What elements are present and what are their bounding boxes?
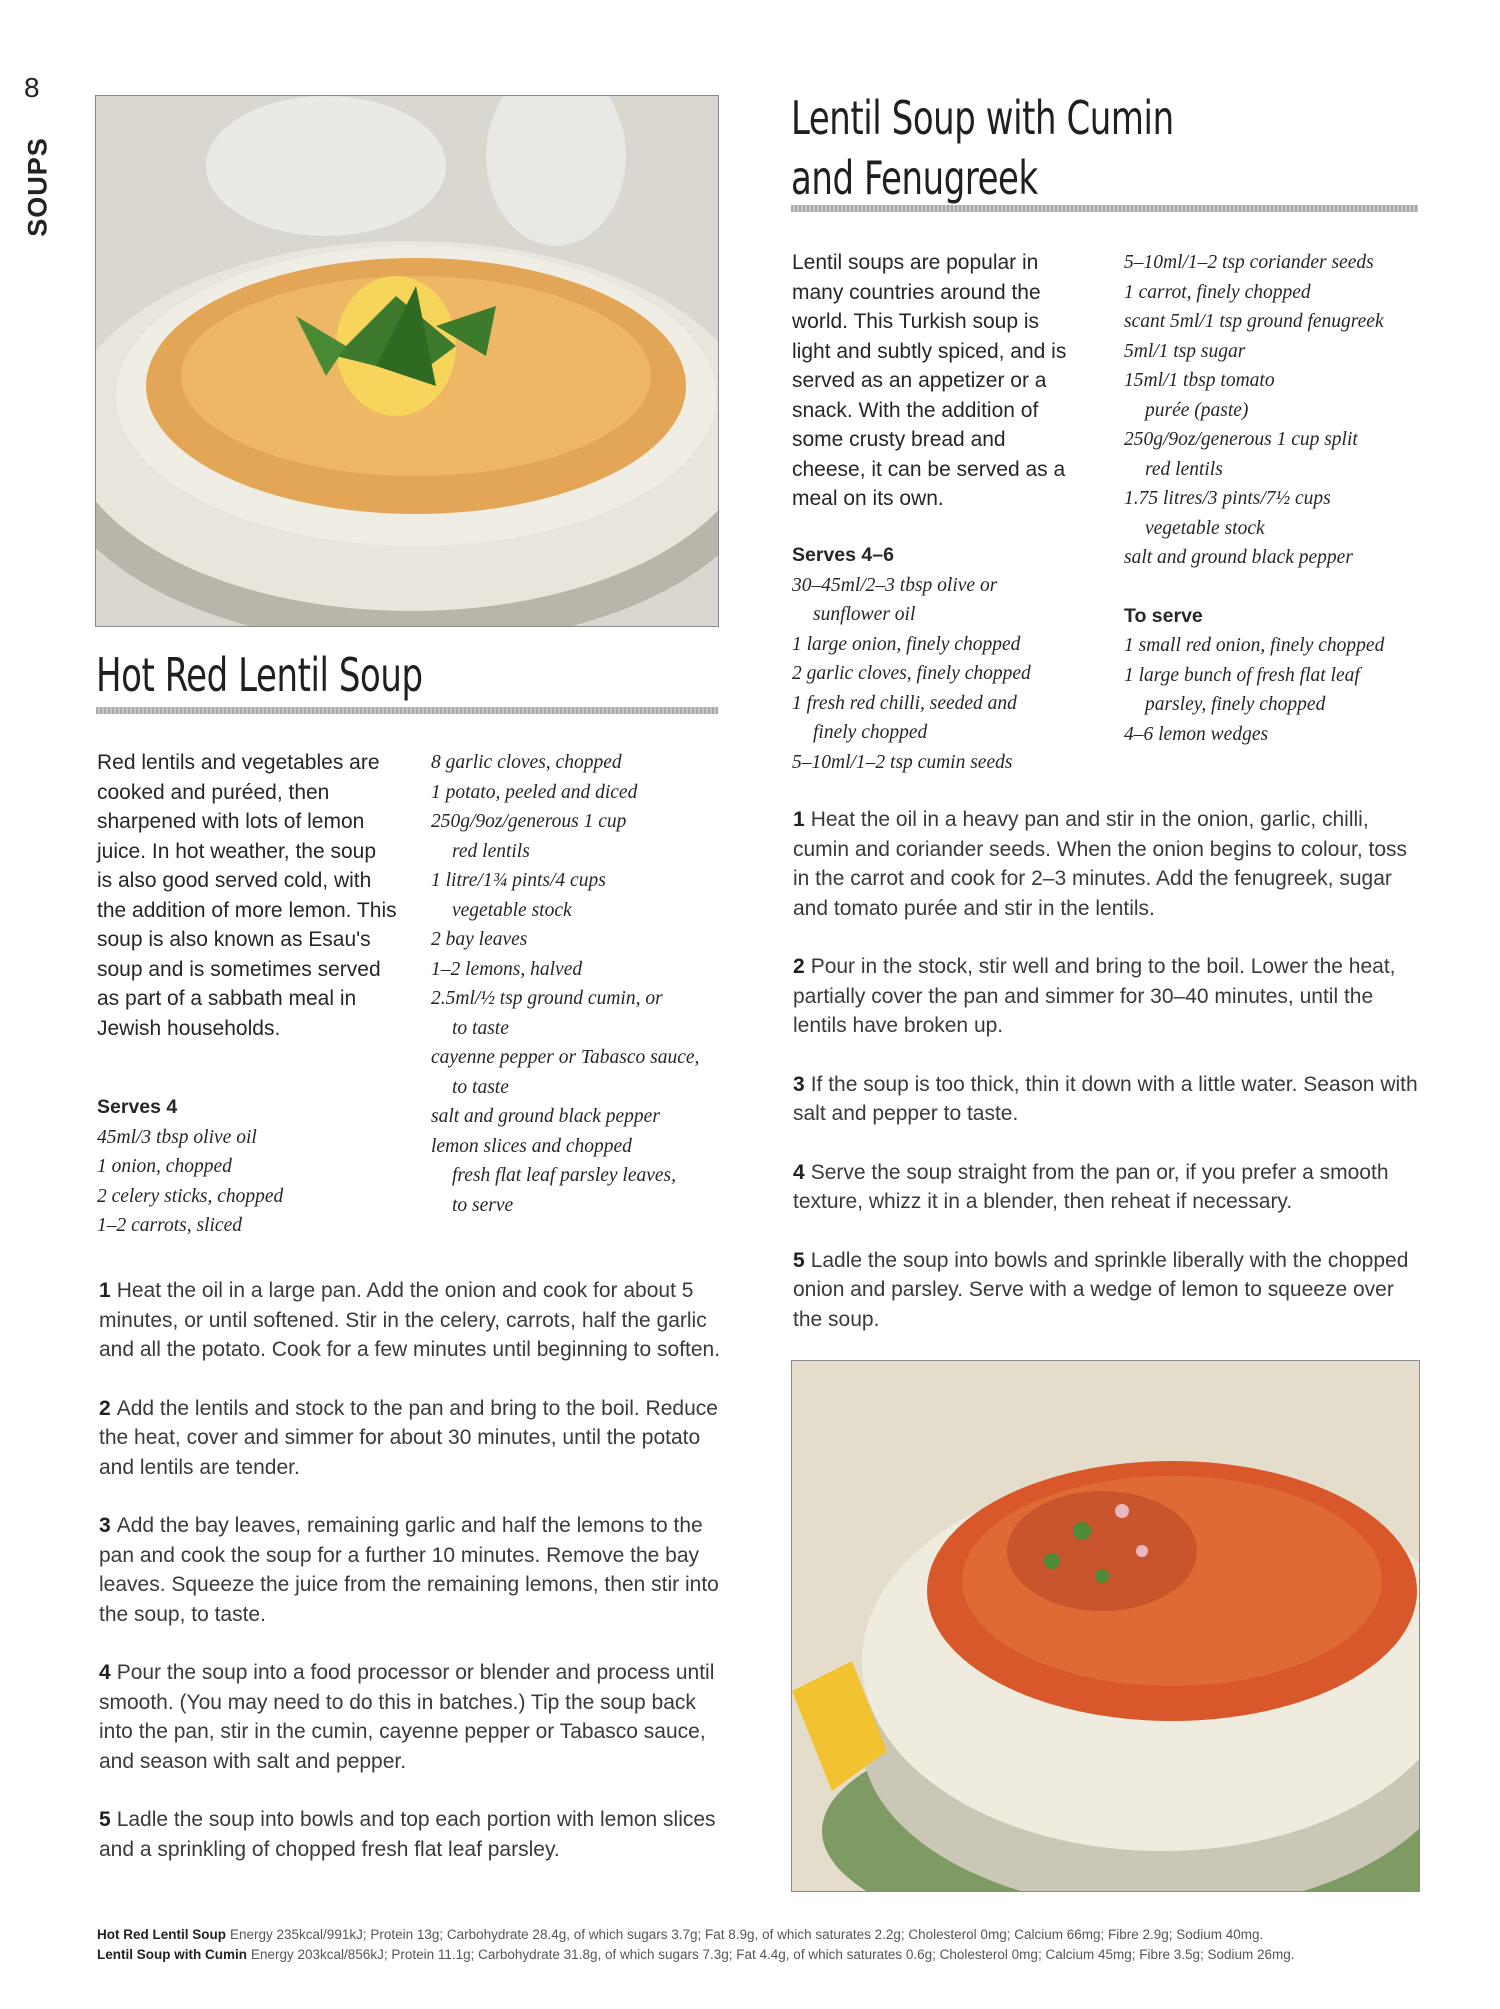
method-step <box>99 1394 724 1483</box>
ingredient-line: red lentils <box>452 840 530 862</box>
method-step <box>99 1658 724 1776</box>
ingredient-line: 1 onion, chopped <box>97 1156 232 1177</box>
ingredient-line: vegetable stock <box>452 899 572 921</box>
recipe-2-title-line2: and Fenugreek <box>791 151 1038 205</box>
ingredient-line: 2 garlic cloves, finely chopped <box>792 663 1031 684</box>
ingredient-line: salt and ground black pepper <box>1124 547 1353 568</box>
ingredient-line: 250g/9oz/generous 1 cup split <box>1124 429 1358 450</box>
step-text: Heat the oil in a heavy pan and stir in the onion, garlic, chilli, cumin and coriander seeds. When the onion begins to colour, toss in the carrot and cook for 2–3 minutes. Add the fenugreek, sugar and tomato purée and stir in the lentils. <box>793 808 1408 920</box>
ingredient-line: scant 5ml/1 tsp ground fenugreek <box>1124 311 1384 332</box>
step-text: Ladle the soup into bowls and top each portion with lemon slices and a sprinkling of chopped fresh flat leaf parsley. <box>99 1808 716 1861</box>
nutrition-recipe-name: Lentil Soup with Cumin <box>97 1947 247 1962</box>
recipe-2-intro: Lentil soups are popular in many countries around the world. This Turkish soup is light and subtly spiced, and is served as an appetizer or a snack. With the addition of some crusty bread and cheese, it can be served as a meal on its own. <box>792 251 1067 510</box>
step-number: 3 <box>793 1072 805 1096</box>
recipe-2-ingredients-col1 <box>792 541 1082 777</box>
ingredient-line: 1.75 litres/3 pints/7½ cups <box>1124 488 1331 509</box>
ingredient-line: sunflower oil <box>813 604 916 625</box>
ingredient-line: lemon slices and chopped <box>431 1135 632 1157</box>
ingredient-line: 1–2 carrots, sliced <box>97 1215 242 1236</box>
step-number: 5 <box>99 1808 111 1831</box>
recipe-2-method <box>793 805 1418 1363</box>
step-number: 3 <box>99 1514 111 1537</box>
recipe-1-intro: Red lentils and vegetables are cooked and puréed, then sharpened with lots of lemon juice. In hot weather, the soup is also good served cold, with the addition of more lemon. This soup is also known as Esau's soup and is sometimes served as part of a sabbath meal in Jewish households. <box>97 751 397 1040</box>
step-number: 2 <box>99 1396 111 1420</box>
recipe-1-method <box>99 1276 724 1893</box>
ingredient-line: red lentils <box>1145 458 1223 480</box>
method-step <box>99 1805 724 1864</box>
ingredient-line: 8 garlic cloves, chopped <box>431 752 622 773</box>
ingredient-line: cayenne pepper or Tabasco sauce, <box>431 1047 700 1068</box>
method-step <box>793 1246 1418 1335</box>
hot-red-lentil-soup-photo <box>95 95 719 627</box>
ingredient-line: 1–2 lemons, halved <box>431 958 583 980</box>
step-number: 4 <box>793 1160 805 1184</box>
recipe-2-title-line1: Lentil Soup with Cumin <box>791 91 1174 145</box>
lentil-soup-cumin-photo <box>791 1360 1420 1892</box>
ingredient-line: 45ml/3 tbsp olive oil <box>97 1126 257 1148</box>
ingredient-line: 2.5ml/½ tsp ground cumin, or <box>431 988 663 1009</box>
recipe-2-title-rule <box>791 205 1418 212</box>
recipe-1-title: Hot Red Lentil Soup <box>96 648 423 702</box>
ingredient-line: vegetable stock <box>1145 517 1265 539</box>
serving-line: 4–6 lemon wedges <box>1124 723 1269 745</box>
section-label <box>18 132 58 242</box>
nutrition-recipe-name: Hot Red Lentil Soup <box>97 1927 226 1942</box>
step-number: 1 <box>99 1279 111 1302</box>
step-text: Serve the soup straight from the pan or, if you prefer a smooth texture, whizz it in a blender, then reheat if necessary. <box>793 1160 1389 1213</box>
step-text: If the soup is too thick, thin it down with a little water. Season with salt and pepper to taste. <box>793 1072 1418 1125</box>
nutrition-values: Energy 235kcal/991kJ; Protein 13g; Carbohydrate 28.4g, of which sugars 3.7g; Fat 8.9g, of which saturates 2.2g; Cholesterol 0mg; Calcium 66mg; Fibre 2.9g; Sodium 40mg. <box>230 1927 1264 1942</box>
recipe-2-to-serve-heading: To serve <box>1124 604 1203 627</box>
ingredient-line: 1 litre/1¾ pints/4 cups <box>431 870 606 891</box>
ingredient-line: 5ml/1 tsp sugar <box>1124 340 1246 362</box>
ingredient-line: 1 fresh red chilli, seeded and <box>792 692 1017 714</box>
ingredient-line: fresh flat leaf parsley leaves, <box>452 1165 677 1186</box>
ingredient-line: finely chopped <box>813 722 928 743</box>
serving-line: 1 large bunch of fresh flat leaf <box>1124 664 1360 686</box>
ingredient-line: 2 celery sticks, chopped <box>97 1185 284 1207</box>
ingredient-line: salt and ground black pepper <box>431 1106 660 1127</box>
ingredient-line: 1 carrot, finely chopped <box>1124 281 1311 303</box>
ingredient-line: to taste <box>452 1017 509 1039</box>
ingredient-line: to taste <box>452 1076 509 1098</box>
nutrition-info <box>97 1925 1427 1965</box>
ingredient-line: 2 bay leaves <box>431 929 528 950</box>
recipe-2-serves: Serves 4–6 <box>792 544 894 566</box>
recipe-1-serves: Serves 4 <box>97 1096 178 1118</box>
step-text: Add the lentils and stock to the pan and bring to the boil. Reduce the heat, cover and simmer for about 30 minutes, until the potato and lentils are tender. <box>99 1396 718 1479</box>
step-number: 4 <box>99 1661 111 1684</box>
method-step <box>99 1511 724 1629</box>
section-label-text: SOUPS <box>22 137 53 237</box>
recipe-1-title-rule <box>96 707 718 714</box>
method-step <box>793 1070 1418 1129</box>
ingredient-line: 15ml/1 tbsp tomato <box>1124 370 1275 391</box>
ingredient-line: to serve <box>452 1194 514 1216</box>
ingredient-line: 1 potato, peeled and diced <box>431 781 638 803</box>
recipe-1-ingredients-col2 <box>431 748 721 1220</box>
nutrition-values: Energy 203kcal/856kJ; Protein 11.1g; Carbohydrate 31.8g, of which sugars 7.3g; Fat 4.4g, of which saturates 0.6g; Cholesterol 0mg; Calcium 45mg; Fibre 3.5g; Sodium 26mg. <box>250 1947 1295 1962</box>
recipe-2-ingredients-col2 <box>1124 248 1424 749</box>
ingredient-line: 5–10ml/1–2 tsp coriander seeds <box>1124 252 1374 273</box>
page-number: 8 <box>24 72 40 103</box>
ingredient-line: 5–10ml/1–2 tsp cumin seeds <box>792 751 1013 773</box>
method-step <box>793 805 1418 923</box>
nutrition-line <box>97 1945 1427 1965</box>
serving-line: 1 small red onion, finely chopped <box>1124 635 1385 656</box>
ingredient-line: 1 large onion, finely chopped <box>792 633 1021 655</box>
step-number: 5 <box>793 1248 805 1272</box>
ingredient-line: 30–45ml/2–3 tbsp olive or <box>792 574 998 596</box>
recipe-1-ingredients-col1 <box>97 1093 387 1241</box>
step-text: Ladle the soup into bowls and sprinkle liberally with the chopped onion and parsley. Serve with a wedge of lemon to squeeze over the soup. <box>793 1248 1409 1331</box>
method-step <box>793 952 1418 1041</box>
recipe-2-title <box>791 88 1217 208</box>
step-number: 1 <box>793 808 805 831</box>
step-text: Pour in the stock, stir well and bring to the boil. Lower the heat, partially cover the pan and simmer for 30–40 minutes, until the lentils have broken up. <box>793 955 1396 1037</box>
step-text: Pour the soup into a food processor or blender and process until smooth. (You may need to do this in batches.) Tip the soup back into the pan, stir in the cumin, cayenne pepper or Tabasco sauce, and season with salt and pepper. <box>99 1661 715 1773</box>
step-text: Heat the oil in a large pan. Add the onion and cook for about 5 minutes, or until softened. Stir in the celery, carrots, half the garlic and all the potato. Cook for a few minutes until beginning to soften. <box>99 1279 721 1361</box>
method-step <box>793 1158 1418 1217</box>
method-step <box>99 1276 724 1365</box>
step-text: Add the bay leaves, remaining garlic and half the lemons to the pan and cook the soup for a further 10 minutes. Remove the bay leaves. Squeeze the juice from the remaining lemons, then stir into the soup, to taste. <box>99 1514 719 1626</box>
nutrition-line <box>97 1925 1427 1945</box>
step-number: 2 <box>793 955 805 978</box>
serving-line: parsley, finely chopped <box>1145 694 1326 715</box>
ingredient-line: 250g/9oz/generous 1 cup <box>431 811 627 832</box>
ingredient-line: purée (paste) <box>1145 399 1249 421</box>
